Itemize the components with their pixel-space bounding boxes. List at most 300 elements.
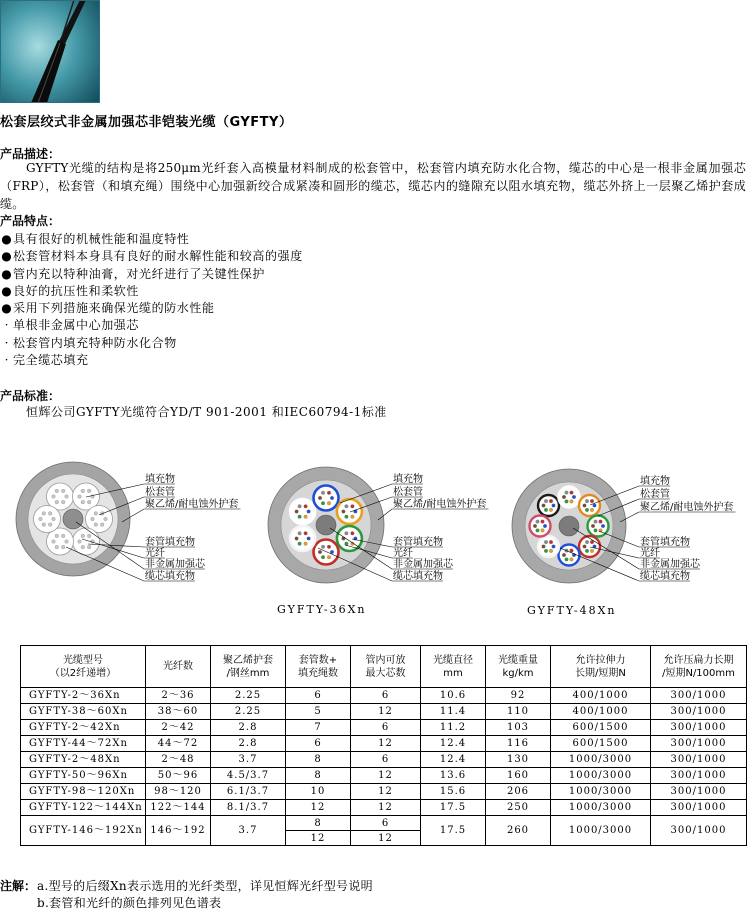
fiber (327, 491, 331, 495)
table-cell: 1000/3000 (551, 816, 651, 846)
fiber (39, 517, 43, 521)
fiber (536, 520, 540, 524)
loose-tube (538, 536, 559, 557)
table-cell: 1000/3000 (551, 752, 651, 768)
loose-tube (337, 526, 362, 551)
diagram-label: 套管填充物 (145, 537, 195, 548)
table-header-cell (21, 646, 146, 688)
table-cell: 17.5 (421, 800, 486, 816)
table-cell: 146～192 (146, 816, 211, 846)
table-cell: 116 (486, 736, 551, 752)
fiber (345, 515, 349, 519)
fiber (351, 532, 355, 536)
fiber (327, 555, 331, 559)
fiber (345, 505, 349, 509)
loose-tube (314, 540, 339, 565)
leader-line (378, 509, 489, 520)
table-row (21, 704, 747, 720)
loose-tube (73, 528, 100, 555)
table-cell: 103 (486, 720, 551, 736)
fiber (307, 510, 311, 514)
diagram-label: 套管填充物 (393, 537, 443, 548)
table-row (21, 736, 747, 752)
fiber (298, 515, 302, 519)
fiber (590, 499, 594, 503)
table-body (21, 688, 747, 846)
fiber (78, 495, 82, 499)
diagram-label: 填充物 (640, 476, 670, 487)
fiber (61, 534, 65, 538)
fiber (541, 520, 545, 524)
leader-line (620, 512, 736, 522)
table-header-row (21, 646, 747, 688)
cable-photo (0, 0, 100, 103)
table-cell: 2.25 (211, 704, 286, 720)
fiber (570, 491, 574, 495)
model-cell: GYFTY-50～96Xn (21, 768, 146, 784)
table-header-cell (351, 646, 421, 688)
header-line: 光缆直径 (433, 654, 473, 666)
loose-tube (290, 526, 315, 551)
fiber (42, 523, 46, 527)
diagram-label: 光纤 (145, 548, 165, 559)
feature-text: 松套管材料本身具有良好的耐水解性能和较高的强度 (13, 249, 303, 264)
header-line: 套管数+ (298, 654, 338, 666)
fiber (94, 523, 98, 527)
standard-text: 恒辉公司GYFTY光缆符合YD/T 901-2001 和IEC60794-1标准 (26, 405, 387, 419)
bullet-marker: ● (1, 249, 12, 264)
table-cell: 17.5 (421, 816, 486, 846)
table-cell: 300/1000 (651, 704, 747, 720)
table-cell: 50～96 (146, 768, 211, 784)
loose-tube (290, 499, 315, 524)
fiber (61, 489, 65, 493)
feature-text: 采用下列措施来确保光缆的防水性能 (13, 301, 215, 316)
leader-line (122, 509, 241, 522)
header-line: /钢丝mm (226, 667, 270, 679)
spec-table (20, 645, 747, 846)
feature-item (0, 231, 303, 248)
fiber (94, 512, 98, 516)
table-header-cell (651, 646, 747, 688)
table-cell: 38～60 (146, 704, 211, 720)
fiber (55, 545, 59, 549)
cross-section-2 (268, 467, 489, 616)
fiber (345, 532, 349, 536)
table-cell: 12 (286, 831, 351, 846)
feature-text: 良好的抗压性和柔软性 (13, 283, 140, 298)
notes-heading: 注解： (0, 879, 37, 893)
loose-tube (314, 486, 339, 511)
header-line: kg/km (502, 667, 534, 679)
fiber (42, 512, 46, 516)
diagram-label: 缆芯填充物 (145, 571, 195, 582)
fiber (549, 499, 553, 503)
table-cell: 1000/3000 (551, 800, 651, 816)
table-cell: 110 (486, 704, 551, 720)
header-line: 最大芯数 (365, 667, 406, 679)
fiber (351, 505, 355, 509)
fiber (327, 501, 331, 505)
table-cell: 2～36 (146, 688, 211, 704)
fiber (342, 537, 346, 541)
fiber (321, 555, 325, 559)
cross-section-3 (512, 469, 736, 617)
fiber (52, 495, 56, 499)
fiber (321, 501, 325, 505)
diagram-label: 聚乙烯/耐电蚀外护套 (393, 499, 487, 510)
table-header-cell (421, 646, 486, 688)
diagram-label: 松套管 (145, 487, 175, 498)
diagram-label: 松套管 (393, 487, 423, 498)
fiber (590, 508, 594, 512)
diagram-caption: GYFTY-48Xn (527, 604, 617, 617)
diagram-label: 填充物 (393, 474, 423, 485)
fiber (543, 524, 547, 528)
table-cell: 5 (286, 704, 351, 720)
bullet-marker: ● (1, 266, 12, 281)
bullet-marker: ● (1, 283, 12, 298)
table-cell: 15.6 (421, 784, 486, 800)
diagram-label: 松套管 (640, 489, 670, 500)
table-header-cell (486, 646, 551, 688)
fiber (544, 508, 548, 512)
fiber (593, 504, 597, 508)
fiber (81, 500, 85, 504)
fiber (81, 545, 85, 549)
diagram-label: 光纤 (640, 548, 660, 559)
table-cell: 12.4 (421, 752, 486, 768)
table-row (21, 816, 747, 831)
fiber (61, 545, 65, 549)
fiber (304, 515, 308, 519)
table-row (21, 800, 747, 816)
table-cell: 6 (351, 816, 421, 831)
features-heading: 产品特点： (0, 214, 61, 228)
table-cell: 6 (351, 688, 421, 704)
diagram-label: 缆芯填充物 (640, 571, 690, 582)
fiber (544, 499, 548, 503)
diagram-caption: GYFTY-36Xn (277, 603, 367, 616)
table-cell: 400/1000 (551, 688, 651, 704)
fiber (536, 529, 540, 533)
fiber (295, 510, 299, 514)
fiber (307, 537, 311, 541)
fiber (552, 504, 556, 508)
table-row (21, 720, 747, 736)
fiber (351, 515, 355, 519)
fiber (330, 496, 334, 500)
fiber (583, 545, 587, 549)
fiber (542, 504, 546, 508)
table-cell: 12 (351, 704, 421, 720)
fiber (61, 500, 65, 504)
fiber (544, 549, 548, 553)
model-cell: GYFTY-2～42Xn (21, 720, 146, 736)
description-text: GYFTY光缆的结构是将250μm光纤套入高模量材料制成的松套管中，松套管内填充防水化合物，缆芯的中心是一根非金属加强芯（FRP），松套管（和填充绳）围绕中心加强新绞合成紧凑和圆形的缆芯，缆芯内的缝隙充以阻水填充物，缆芯外挤上一层聚乙烯护套成缆。 (0, 161, 746, 211)
table-cell: 400/1000 (551, 704, 651, 720)
fiber (104, 517, 108, 521)
fiber (298, 542, 302, 546)
model-cell: GYFTY-2～48Xn (21, 752, 146, 768)
table-cell: 12 (351, 768, 421, 784)
fiber (55, 489, 59, 493)
fiber (570, 500, 574, 504)
table-cell: 12.4 (421, 736, 486, 752)
fiber (565, 491, 569, 495)
diagram-label: 缆芯填充物 (393, 571, 443, 582)
table-cell: 250 (486, 800, 551, 816)
table-cell: 4.5/3.7 (211, 768, 286, 784)
table-head (21, 646, 747, 688)
header-line: 允许压扁力长期 (663, 654, 734, 666)
model-cell: GYFTY-122～144Xn (21, 800, 146, 816)
feature-subitem (0, 335, 303, 352)
diagram-label: 套管填充物 (640, 537, 690, 548)
table-row (21, 784, 747, 800)
table-cell: 160 (486, 768, 551, 784)
features-list (0, 231, 303, 369)
fiber (583, 504, 587, 508)
table-cell: 8 (286, 752, 351, 768)
table-cell: 44～72 (146, 736, 211, 752)
fiber (562, 495, 566, 499)
header-line: 聚乙烯护套 (223, 654, 273, 666)
fiber (552, 545, 556, 549)
feature-subitem (0, 352, 303, 369)
fiber (321, 491, 325, 495)
table-cell: 6 (286, 688, 351, 704)
fiber (295, 537, 299, 541)
table-header-cell (286, 646, 351, 688)
fiber (533, 524, 537, 528)
model-cell: GYFTY-2～36Xn (21, 688, 146, 704)
diagram-label: 聚乙烯/耐电蚀外护套 (640, 502, 734, 513)
model-cell: GYFTY-44～72Xn (21, 736, 146, 752)
table-cell: 6 (351, 752, 421, 768)
feature-text: 松套管内填充特种防水化合物 (13, 335, 177, 350)
fiber (330, 550, 334, 554)
table-cell: 300/1000 (651, 688, 747, 704)
table-cell: 12 (351, 831, 421, 846)
table-cell: 11.2 (421, 720, 486, 736)
table-row (21, 688, 747, 704)
fiber (570, 549, 574, 553)
cross-section-diagrams (0, 460, 748, 620)
model-cell: GYFTY-98～120Xn (21, 784, 146, 800)
table-cell: 8 (286, 816, 351, 831)
feature-text: 具有很好的机械性能和温度特性 (13, 232, 190, 246)
header-line: 光缆重量 (498, 654, 538, 666)
table-cell: 260 (486, 816, 551, 846)
feature-item (0, 300, 303, 317)
strength-member (316, 515, 336, 535)
fiber (590, 549, 594, 553)
fiber (562, 553, 566, 557)
table-cell: 3.7 (211, 752, 286, 768)
feature-text: 管内充以特种油膏，对光纤进行了关键性保护 (13, 266, 266, 281)
table-cell: 10 (286, 784, 351, 800)
feature-subitem (0, 317, 303, 334)
table-cell: 2.25 (211, 688, 286, 704)
model-cell: GYFTY-146～192Xn (21, 816, 146, 846)
fiber (304, 532, 308, 536)
header-line: （以2纤递增） (49, 667, 117, 679)
table-cell: 6.1/3.7 (211, 784, 286, 800)
table-cell: 1000/3000 (551, 784, 651, 800)
table-cell: 12 (286, 800, 351, 816)
fiber (599, 520, 603, 524)
table-cell: 12 (351, 784, 421, 800)
strength-member (63, 509, 83, 529)
bullet-marker: ● (1, 301, 12, 316)
fiber (572, 495, 576, 499)
sub-bullet-marker: · (4, 353, 9, 368)
header-line: 光纤数 (163, 661, 193, 672)
loose-tube (538, 495, 559, 516)
fiber (87, 545, 91, 549)
fiber (55, 534, 59, 538)
loose-tube (579, 495, 600, 516)
fiber (48, 523, 52, 527)
table-cell: 8 (286, 768, 351, 784)
cross-section-1 (16, 462, 241, 582)
fiber (565, 500, 569, 504)
header-line: 光缆型号 (63, 654, 103, 666)
table-row (21, 768, 747, 784)
fiber (100, 523, 104, 527)
table-cell: 2.8 (211, 720, 286, 736)
model-cell: GYFTY-38～60Xn (21, 704, 146, 720)
table-cell: 300/1000 (651, 736, 747, 752)
fiber (87, 534, 91, 538)
diagram-label: 非金属加强芯 (393, 559, 453, 570)
fiber (542, 545, 546, 549)
bullet-marker: ● (1, 232, 12, 246)
table-cell: 3.7 (211, 816, 286, 846)
loose-tube (559, 487, 580, 508)
table-cell: 206 (486, 784, 551, 800)
fiber (52, 517, 56, 521)
fiber (81, 534, 85, 538)
table-cell: 300/1000 (651, 816, 747, 846)
fiber (91, 517, 95, 521)
table-cell: 600/1500 (551, 720, 651, 736)
diagram-label: 填充物 (145, 474, 175, 485)
table-cell: 2.8 (211, 736, 286, 752)
fiber (585, 549, 589, 553)
fiber (304, 505, 308, 509)
table-cell: 11.4 (421, 704, 486, 720)
fiber (544, 540, 548, 544)
table-cell: 12 (351, 800, 421, 816)
fiber (585, 508, 589, 512)
fiber (601, 524, 605, 528)
header-line: 填充绳数 (298, 667, 338, 679)
table-cell: 10.6 (421, 688, 486, 704)
fiber (55, 500, 59, 504)
table-cell: 98～120 (146, 784, 211, 800)
table-cell: 300/1000 (651, 752, 747, 768)
table-cell: 2～48 (146, 752, 211, 768)
loose-tube (579, 536, 600, 557)
table-header-cell (551, 646, 651, 688)
table-cell: 6 (286, 736, 351, 752)
fiber (87, 500, 91, 504)
loose-tube (34, 506, 61, 533)
loose-tube (530, 516, 551, 537)
fiber (65, 495, 69, 499)
table-cell: 1000/3000 (551, 768, 651, 784)
header-line: mm (443, 667, 463, 679)
diagram-label: 非金属加强芯 (640, 559, 700, 570)
feature-item (0, 283, 303, 300)
table-cell: 130 (486, 752, 551, 768)
fiber (81, 489, 85, 493)
fiber (570, 558, 574, 562)
diagram-label: 非金属加强芯 (145, 559, 205, 570)
fiber (298, 505, 302, 509)
feature-item (0, 266, 303, 283)
fiber (594, 529, 598, 533)
table-cell: 300/1000 (651, 784, 747, 800)
header-line: 允许拉伸力 (575, 654, 626, 666)
standard-heading: 产品标准： (0, 389, 61, 403)
diagram-label: 聚乙烯/耐电蚀外护套 (145, 499, 239, 510)
feature-text: 单根非金属中心加强芯 (13, 318, 140, 333)
page-title: 松套层绞式非金属加强芯非铠装光缆（GYFTY） (0, 115, 293, 130)
fiber (78, 540, 82, 544)
fiber (318, 550, 322, 554)
header-line: 长期/短期N (575, 667, 626, 679)
table-header-cell (211, 646, 286, 688)
fiber (304, 542, 308, 546)
fiber (48, 512, 52, 516)
fiber (65, 540, 69, 544)
diagram-label: 光纤 (393, 548, 413, 559)
description-heading: 产品描述： (0, 147, 61, 161)
table-cell: 300/1000 (651, 768, 747, 784)
feature-item (0, 248, 303, 265)
fiber (591, 524, 595, 528)
table-cell: 7 (286, 720, 351, 736)
note-item: b.套管和光纤的颜色排列见色谱表 (37, 896, 222, 910)
fiber (594, 520, 598, 524)
fiber (585, 540, 589, 544)
table-header-cell (146, 646, 211, 688)
sub-bullet-marker: · (4, 335, 9, 350)
fiber (327, 545, 331, 549)
fiber (342, 510, 346, 514)
header-line: 管内可放 (365, 654, 406, 666)
table-cell: 122～144 (146, 800, 211, 816)
fiber (318, 496, 322, 500)
fiber (541, 529, 545, 533)
fiber (87, 489, 91, 493)
note-item: a.型号的后缀Xn表示选用的光纤类型，详见恒辉光纤型号说明 (37, 879, 373, 893)
table-cell: 6 (351, 720, 421, 736)
fiber (52, 540, 56, 544)
feature-text: 完全缆芯填充 (13, 353, 89, 368)
fiber (585, 499, 589, 503)
strength-member (559, 516, 579, 536)
fiber (321, 545, 325, 549)
table-cell: 8.1/3.7 (211, 800, 286, 816)
fiber (298, 532, 302, 536)
fiber (565, 558, 569, 562)
table-cell: 12 (351, 736, 421, 752)
fiber (549, 508, 553, 512)
